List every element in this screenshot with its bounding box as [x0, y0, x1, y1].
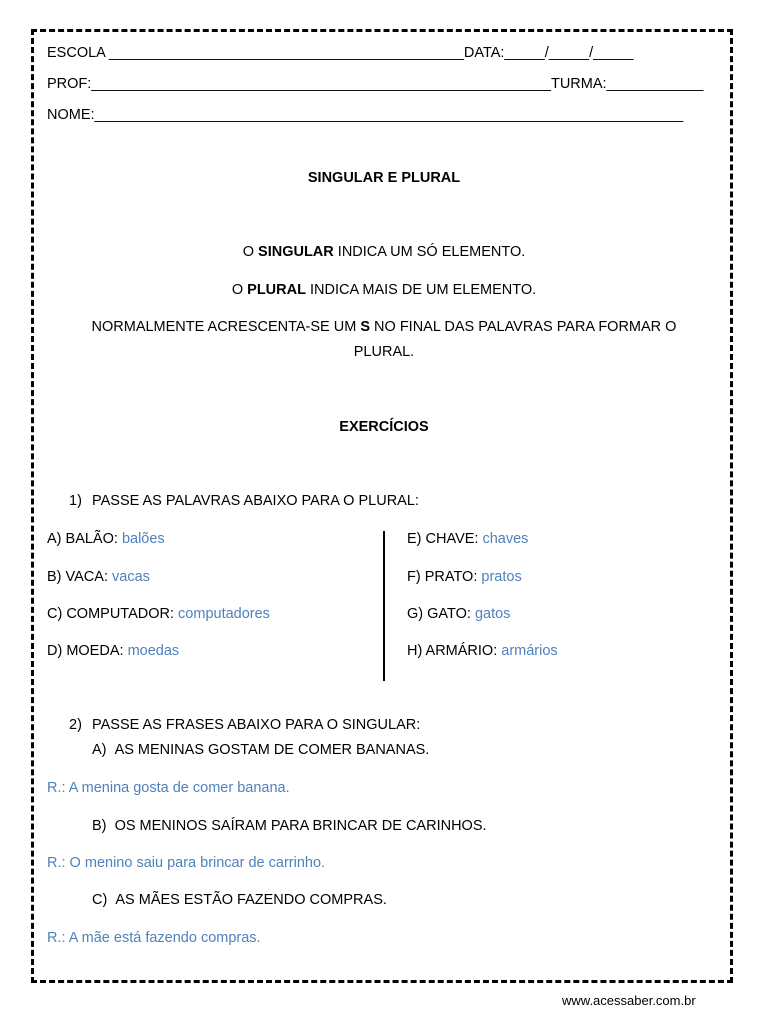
footer-url[interactable]: www.acessaber.com.br: [562, 993, 696, 1008]
word-answer: moedas: [127, 643, 180, 659]
word-label: H) ARMÁRIO:: [407, 643, 498, 659]
sentence-letter: C): [92, 892, 108, 908]
escola-data-line: ESCOLA ____________________________________________DATA:_____/_____/_____: [47, 45, 634, 61]
sentence-a: [92, 741, 429, 759]
nome-line: NOME:_________________________________________________________________________: [47, 107, 684, 123]
singular-definition: [0, 243, 768, 261]
page-title: SINGULAR E PLURAL: [307, 170, 461, 186]
sentence-text: AS MÃES ESTÃO FAZENDO COMPRAS.: [115, 892, 387, 908]
sentence-text: AS MENINAS GOSTAM DE COMER BANANAS.: [114, 742, 430, 758]
question-2-number: 2): [69, 717, 82, 733]
sentence-letter: B): [92, 818, 107, 834]
question-1-text: PASSE AS PALAVRAS ABAIXO PARA O PLURAL:: [92, 493, 419, 509]
word-answer: chaves: [482, 531, 529, 547]
word-item-b: [47, 568, 150, 586]
word-answer: armários: [501, 643, 558, 659]
word-label: D) MOEDA:: [47, 643, 124, 659]
word-item-d: [47, 642, 179, 660]
sentence-letter: A): [92, 742, 107, 758]
word-label: E) CHAVE:: [407, 531, 479, 547]
plural-definition: [0, 281, 768, 299]
word-label: A) BALÃO:: [47, 531, 118, 547]
plural-post: INDICA MAIS DE UM ELEMENTO.: [305, 282, 537, 298]
word-item-c: [47, 605, 270, 623]
prof-turma-line: PROF:_________________________________________________________TURMA:____________: [47, 76, 704, 92]
word-answer: pratos: [481, 569, 522, 585]
word-label: G) GATO:: [407, 606, 471, 622]
rule-keyword: S: [360, 319, 371, 335]
word-item-e: [407, 530, 528, 548]
word-label: F) PRATO:: [407, 569, 478, 585]
sentence-text: OS MENINOS SAÍRAM PARA BRINCAR DE CARINHOS.: [114, 818, 487, 834]
answer-a: R.: A menina gosta de comer banana.: [47, 780, 290, 796]
plural-rule-line1: [0, 318, 768, 336]
singular-keyword: SINGULAR: [258, 244, 334, 260]
sentence-c: [92, 891, 387, 909]
answer-c: R.: A mãe está fazendo compras.: [47, 930, 261, 946]
rule-pre: NORMALMENTE ACRESCENTA-SE UM: [91, 319, 361, 335]
exercises-title: EXERCÍCIOS: [339, 419, 429, 435]
word-item-g: [407, 605, 510, 623]
word-answer: balões: [121, 531, 165, 547]
singular-post: INDICA UM SÓ ELEMENTO.: [333, 244, 526, 260]
question-1-number: 1): [69, 493, 82, 509]
plural-pre: O: [231, 282, 248, 298]
question-2-text: PASSE AS FRASES ABAIXO PARA O SINGULAR:: [92, 717, 421, 733]
answer-b: R.: O menino saiu para brincar de carrinho.: [47, 855, 326, 871]
word-item-a: [47, 530, 165, 548]
singular-pre: O: [242, 244, 259, 260]
word-label: B) VACA:: [47, 569, 108, 585]
column-divider: [383, 531, 385, 681]
sentence-b: [92, 817, 487, 835]
word-label: C) COMPUTADOR:: [47, 606, 175, 622]
plural-rule-line2: PLURAL.: [353, 344, 415, 360]
word-item-f: [407, 568, 522, 586]
word-answer: gatos: [474, 606, 511, 622]
word-answer: vacas: [112, 569, 150, 585]
word-item-h: [407, 642, 558, 660]
rule-post: NO FINAL DAS PALAVRAS PARA FORMAR O: [370, 319, 677, 335]
plural-keyword: PLURAL: [247, 282, 306, 298]
word-answer: computadores: [178, 606, 270, 622]
